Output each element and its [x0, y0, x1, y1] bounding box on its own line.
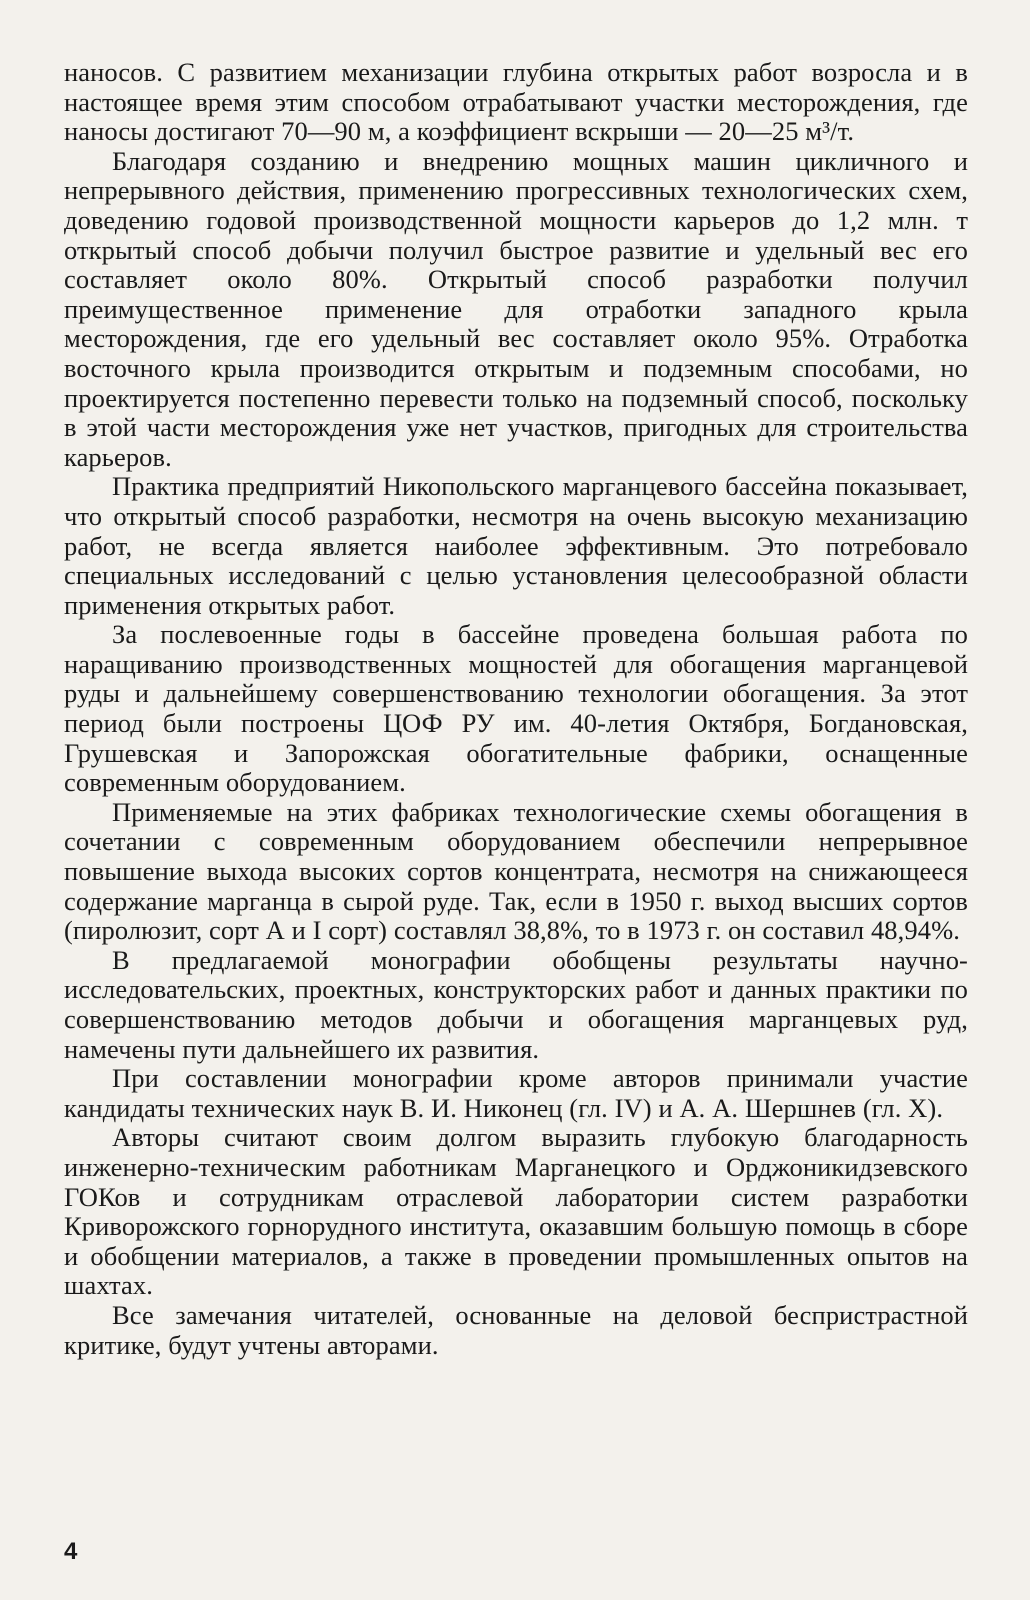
- paragraph-mining-capacity: Благодаря созданию и внедрению мощных машин цикличного и непрерывного действия, применению прогрессивных технологических схем, доведению годовой производственной мощности карьеров до 1,2 млн. т открытый способ добычи получил быстрое развитие и удельный вес его составляет около 80%. Открытый способ разработки получил преимущественное применение для отработки западного крыла месторождения, где его удельный вес составляет около 95%. Отработка восточного крыла производится открытым и подземным способами, но проектируется постепенно перевести только на подземный способ, поскольку в этой части месторождения уже нет участков, пригодных для строительства карьеров.: [64, 145, 968, 472]
- paragraph-acknowledgements: Авторы считают своим долгом выразить глубокую благодарность инженерно-техническим работникам Марганецкого и Орджоникидзевского ГОКов и сотрудникам отраслевой лаборатории систем разработки Криворожского горнорудного института, оказавшим большую помощь в сборе и обобщении материалов, а также в проведении промышленных опытов на шахтах.: [64, 1122, 968, 1301]
- paragraph-monograph-summary: В предлагаемой монографии обобщены результаты научно-исследовательских, проектных, конструкторских работ и данных практики по совершенствованию методов добычи и обогащения марганцевых руд, намечены пути дальнейшего их развития.: [64, 944, 968, 1064]
- paragraph-nikopol-practice: Практика предприятий Никопольского марганцевого бассейна показывает, что открытый способ разработки, несмотря на очень высокую механизацию работ, не всегда является наиболее эффективным. Это потребовало специальных исследований с целью установления целесообразной области применения открытых работ.: [64, 471, 968, 620]
- paragraph-continuation: наносов. С развитием механизации глубина открытых работ возросла и в настоящее время этим способом отрабатывают участки месторождения, где наносы достигают 70—90 м, а коэффициент вскрыши — 20—25 м³/т.: [64, 57, 968, 147]
- paragraph-postwar-enrichment: За послевоенные годы в бассейне проведена большая работа по наращиванию производственных мощностей для обогащения марганцевой руды и дальнейшему совершенствованию технологии обогащения. За этот период были построены ЦОФ РУ им. 40-летия Октября, Богдановская, Грушевская и Запорожская обогатительные фабрики, оснащенные современным оборудованием.: [64, 619, 968, 798]
- page-number: 4: [64, 1538, 78, 1565]
- paragraph-reader-remarks: Все замечания читателей, основанные на деловой беспристрастной критике, будут учтены авторами.: [64, 1299, 968, 1360]
- paragraph-contributors: При составлении монографии кроме авторов принимали участие кандидаты технических наук В. И. Никонец (гл. IV) и А. А. Шершнев (гл. X).: [64, 1063, 968, 1123]
- paragraph-enrichment-schemes: Применяемые на этих фабриках технологические схемы обогащения в сочетании с современным оборудованием обеспечили непрерывное повышение выхода высоких сортов концентрата, несмотря на снижающееся содержание марганца в сырой руде. Так, если в 1950 г. выход высших сортов (пиролюзит, сорт А и I сорт) составлял 38,8%, то в 1973 г. он составил 48,94%.: [64, 796, 968, 946]
- body-text: [64, 58, 968, 1360]
